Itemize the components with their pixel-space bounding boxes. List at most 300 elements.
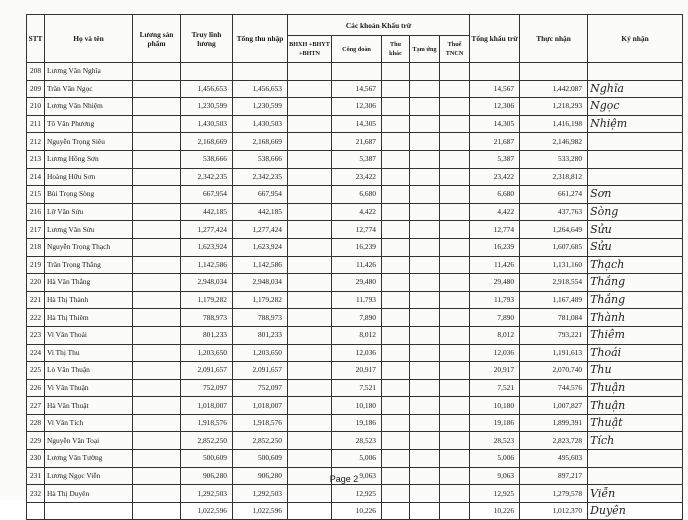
cell-thu-khac <box>382 203 410 221</box>
cell-bhxh <box>288 186 332 204</box>
cell-cong-doan: 9,063 <box>332 467 382 485</box>
cell-bhxh <box>288 414 332 432</box>
cell-thuc-nhan: 1,442,087 <box>520 80 588 98</box>
cell-truy-linh-luong: 1,918,576 <box>181 414 233 432</box>
cell-stt: 209 <box>27 80 45 98</box>
cell-thu-khac <box>382 256 410 274</box>
cell-ky-nhan <box>588 133 683 151</box>
cell-cong-doan: 23,422 <box>332 168 382 186</box>
cell-luong-san-pham <box>133 450 181 468</box>
cell-ky-nhan: Thiêm <box>588 326 683 344</box>
cell-truy-linh-luong: 1,022,596 <box>181 502 233 520</box>
cell-luong-san-pham <box>133 221 181 239</box>
cell-thuc-nhan: 2,823,728 <box>520 432 588 450</box>
cell-tong-khau-tru: 11,426 <box>470 256 520 274</box>
cell-thuc-nhan: 793,221 <box>520 326 588 344</box>
cell-thu-khac <box>382 150 410 168</box>
cell-thu-khac <box>382 80 410 98</box>
cell-ky-nhan <box>588 168 683 186</box>
cell-truy-linh-luong: 1,623,924 <box>181 238 233 256</box>
cell-ky-nhan <box>588 63 683 81</box>
cell-truy-linh-luong: 906,280 <box>181 467 233 485</box>
table-row <box>27 397 683 415</box>
cell-thue-tncn <box>440 450 470 468</box>
payroll-table <box>26 14 683 520</box>
cell-stt: 218 <box>27 238 45 256</box>
cell-name: Hoàng Hữu Sơn <box>45 168 133 186</box>
cell-stt: 224 <box>27 344 45 362</box>
cell-thue-tncn <box>440 203 470 221</box>
cell-luong-san-pham <box>133 502 181 520</box>
cell-bhxh <box>288 362 332 380</box>
cell-tong-thu-nhap: 1,623,924 <box>233 238 288 256</box>
cell-luong-san-pham <box>133 414 181 432</box>
cell-bhxh <box>288 291 332 309</box>
cell-tong-khau-tru: 21,687 <box>470 133 520 151</box>
cell-bhxh <box>288 238 332 256</box>
cell-truy-linh-luong: 538,666 <box>181 150 233 168</box>
table-row <box>27 274 683 292</box>
cell-tam-ung <box>410 80 440 98</box>
cell-thue-tncn <box>440 98 470 116</box>
cell-tong-thu-nhap: 1,918,576 <box>233 414 288 432</box>
cell-cong-doan: 14,305 <box>332 115 382 133</box>
table-row <box>27 203 683 221</box>
header-cong-doan: Công đoàn <box>332 36 382 63</box>
cell-thuc-nhan: 1,264,649 <box>520 221 588 239</box>
cell-tong-thu-nhap: 788,973 <box>233 309 288 327</box>
cell-name: Lương Ngọc Viễn <box>45 467 133 485</box>
cell-cong-doan <box>332 63 382 81</box>
cell-tam-ung <box>410 203 440 221</box>
cell-truy-linh-luong: 1,018,007 <box>181 397 233 415</box>
cell-thuc-nhan: 2,146,982 <box>520 133 588 151</box>
cell-name: Nguyễn Văn Toại <box>45 432 133 450</box>
cell-bhxh <box>288 502 332 520</box>
cell-thuc-nhan: 1,218,293 <box>520 98 588 116</box>
cell-thuc-nhan: 533,280 <box>520 150 588 168</box>
table-row <box>27 168 683 186</box>
cell-tong-khau-tru <box>470 63 520 81</box>
table-row <box>27 133 683 151</box>
cell-cong-doan: 11,426 <box>332 256 382 274</box>
cell-thue-tncn <box>440 291 470 309</box>
cell-tam-ung <box>410 414 440 432</box>
cell-ky-nhan: Nghĩa <box>588 80 683 98</box>
cell-ky-nhan: Thạch <box>588 256 683 274</box>
cell-thuc-nhan: 1,607,685 <box>520 238 588 256</box>
cell-bhxh <box>288 80 332 98</box>
cell-thue-tncn <box>440 186 470 204</box>
table-row <box>27 238 683 256</box>
cell-stt: 210 <box>27 98 45 116</box>
cell-tong-khau-tru: 14,567 <box>470 80 520 98</box>
cell-bhxh <box>288 450 332 468</box>
cell-cong-doan: 19,186 <box>332 414 382 432</box>
table-row <box>27 63 683 81</box>
cell-ky-nhan: Sơn <box>588 186 683 204</box>
table-row <box>27 186 683 204</box>
cell-cong-doan: 12,306 <box>332 98 382 116</box>
cell-ky-nhan: Nhiệm <box>588 115 683 133</box>
cell-thuc-nhan: 1,012,370 <box>520 502 588 520</box>
cell-thue-tncn <box>440 344 470 362</box>
cell-name: Bùi Trọng Sòng <box>45 186 133 204</box>
cell-thu-khac <box>382 326 410 344</box>
cell-tong-khau-tru: 9,063 <box>470 467 520 485</box>
cell-truy-linh-luong: 1,179,282 <box>181 291 233 309</box>
header-stt: STT <box>27 15 45 63</box>
cell-thu-khac <box>382 397 410 415</box>
cell-bhxh <box>288 274 332 292</box>
cell-stt: 231 <box>27 467 45 485</box>
cell-thu-khac <box>382 450 410 468</box>
cell-thuc-nhan: 495,603 <box>520 450 588 468</box>
cell-tong-khau-tru: 16,239 <box>470 238 520 256</box>
cell-thu-khac <box>382 221 410 239</box>
table-row <box>27 221 683 239</box>
cell-name: Lương Văn Sửu <box>45 221 133 239</box>
cell-thue-tncn <box>440 502 470 520</box>
cell-tong-khau-tru: 12,774 <box>470 221 520 239</box>
cell-thu-khac <box>382 344 410 362</box>
cell-thue-tncn <box>440 397 470 415</box>
cell-luong-san-pham <box>133 362 181 380</box>
cell-thue-tncn <box>440 309 470 327</box>
cell-tong-thu-nhap: 1,203,650 <box>233 344 288 362</box>
cell-cong-doan: 20,917 <box>332 362 382 380</box>
header-truy-linh-luong: Truy lĩnh lương <box>181 15 233 63</box>
cell-bhxh <box>288 309 332 327</box>
cell-thue-tncn <box>440 150 470 168</box>
cell-tong-khau-tru: 20,917 <box>470 362 520 380</box>
cell-luong-san-pham <box>133 238 181 256</box>
cell-thu-khac <box>382 63 410 81</box>
cell-thuc-nhan: 661,274 <box>520 186 588 204</box>
cell-cong-doan: 12,925 <box>332 485 382 503</box>
cell-stt: 227 <box>27 397 45 415</box>
cell-luong-san-pham <box>133 326 181 344</box>
cell-tong-thu-nhap: 442,185 <box>233 203 288 221</box>
cell-thue-tncn <box>440 221 470 239</box>
cell-tam-ung <box>410 115 440 133</box>
cell-luong-san-pham <box>133 98 181 116</box>
cell-luong-san-pham <box>133 256 181 274</box>
cell-stt: 213 <box>27 150 45 168</box>
cell-thu-khac <box>382 502 410 520</box>
cell-cong-doan: 8,012 <box>332 326 382 344</box>
cell-tong-thu-nhap: 1,456,653 <box>233 80 288 98</box>
cell-luong-san-pham <box>133 203 181 221</box>
cell-bhxh <box>288 379 332 397</box>
cell-name: Hà Văn Thắng <box>45 274 133 292</box>
cell-thue-tncn <box>440 256 470 274</box>
cell-name: Nguyễn Trọng Siêu <box>45 133 133 151</box>
cell-luong-san-pham <box>133 150 181 168</box>
page-number: Page 2 <box>329 474 359 484</box>
cell-ky-nhan <box>588 150 683 168</box>
cell-thuc-nhan: 781,084 <box>520 309 588 327</box>
cell-tam-ung <box>410 256 440 274</box>
cell-tong-thu-nhap: 2,168,669 <box>233 133 288 151</box>
cell-cong-doan: 5,006 <box>332 450 382 468</box>
cell-stt: 230 <box>27 450 45 468</box>
cell-stt <box>27 502 45 520</box>
cell-truy-linh-luong: 801,233 <box>181 326 233 344</box>
cell-ky-nhan: Thuật <box>588 414 683 432</box>
cell-tam-ung <box>410 379 440 397</box>
cell-thu-khac <box>382 291 410 309</box>
cell-stt: 220 <box>27 274 45 292</box>
header-luong-san-pham: Lương sản phẩm <box>133 15 181 63</box>
cell-name: Lương Hồng Sơn <box>45 150 133 168</box>
table-row <box>27 379 683 397</box>
cell-truy-linh-luong: 1,292,503 <box>181 485 233 503</box>
cell-ky-nhan: Sòng <box>588 203 683 221</box>
cell-tong-thu-nhap: 500,609 <box>233 450 288 468</box>
cell-thu-khac <box>382 168 410 186</box>
cell-bhxh <box>288 397 332 415</box>
cell-thuc-nhan: 1,167,489 <box>520 291 588 309</box>
cell-tam-ung <box>410 168 440 186</box>
cell-tam-ung <box>410 63 440 81</box>
cell-tong-thu-nhap: 2,091,657 <box>233 362 288 380</box>
cell-tong-khau-tru: 23,422 <box>470 168 520 186</box>
cell-tam-ung <box>410 133 440 151</box>
cell-tong-khau-tru: 6,680 <box>470 186 520 204</box>
cell-cong-doan: 14,567 <box>332 80 382 98</box>
cell-tong-thu-nhap: 752,097 <box>233 379 288 397</box>
cell-tam-ung <box>410 450 440 468</box>
cell-tam-ung <box>410 326 440 344</box>
cell-tong-khau-tru: 29,480 <box>470 274 520 292</box>
cell-tam-ung <box>410 309 440 327</box>
cell-luong-san-pham <box>133 397 181 415</box>
cell-ky-nhan: Thoái <box>588 344 683 362</box>
cell-thue-tncn <box>440 379 470 397</box>
cell-tam-ung <box>410 397 440 415</box>
cell-luong-san-pham <box>133 80 181 98</box>
cell-bhxh <box>288 256 332 274</box>
table-row <box>27 80 683 98</box>
cell-thue-tncn <box>440 133 470 151</box>
cell-thuc-nhan: 1,131,160 <box>520 256 588 274</box>
cell-thuc-nhan: 744,576 <box>520 379 588 397</box>
cell-name: Hà Thị Duyên <box>45 485 133 503</box>
cell-thue-tncn <box>440 238 470 256</box>
cell-bhxh <box>288 432 332 450</box>
cell-truy-linh-luong: 667,954 <box>181 186 233 204</box>
table-row <box>27 115 683 133</box>
cell-thue-tncn <box>440 63 470 81</box>
table-row <box>27 450 683 468</box>
cell-name: Lương Văn Nhiệm <box>45 98 133 116</box>
cell-name: Tô Văn Phương <box>45 115 133 133</box>
cell-bhxh <box>288 98 332 116</box>
cell-tam-ung <box>410 221 440 239</box>
cell-tong-thu-nhap: 1,277,424 <box>233 221 288 239</box>
cell-tong-khau-tru: 10,226 <box>470 502 520 520</box>
cell-cong-doan: 16,239 <box>332 238 382 256</box>
cell-bhxh <box>288 326 332 344</box>
cell-thuc-nhan: 2,070,740 <box>520 362 588 380</box>
cell-truy-linh-luong: 1,430,503 <box>181 115 233 133</box>
table-row <box>27 432 683 450</box>
cell-ky-nhan: Thu <box>588 362 683 380</box>
cell-thu-khac <box>382 133 410 151</box>
header-bhxh: BHXH +BHYT +BHTN <box>288 36 332 63</box>
cell-truy-linh-luong: 752,097 <box>181 379 233 397</box>
cell-cong-doan: 12,774 <box>332 221 382 239</box>
cell-tong-thu-nhap: 1,142,586 <box>233 256 288 274</box>
table-body <box>27 63 683 520</box>
cell-thue-tncn <box>440 362 470 380</box>
cell-tong-khau-tru: 28,523 <box>470 432 520 450</box>
cell-tong-khau-tru: 11,793 <box>470 291 520 309</box>
header-thuc-nhan: Thực nhận <box>520 15 588 63</box>
cell-truy-linh-luong: 1,203,650 <box>181 344 233 362</box>
cell-cong-doan: 11,793 <box>332 291 382 309</box>
header-name: Họ và tên <box>45 15 133 63</box>
table-row <box>27 291 683 309</box>
table-header <box>27 15 683 63</box>
cell-tong-thu-nhap: 2,948,034 <box>233 274 288 292</box>
cell-thuc-nhan: 1,007,827 <box>520 397 588 415</box>
cell-name: Vi Văn Thuận <box>45 379 133 397</box>
cell-ky-nhan: Thuận <box>588 379 683 397</box>
cell-thue-tncn <box>440 80 470 98</box>
cell-bhxh <box>288 221 332 239</box>
cell-thu-khac <box>382 274 410 292</box>
cell-luong-san-pham <box>133 168 181 186</box>
cell-thuc-nhan: 1,899,391 <box>520 414 588 432</box>
cell-thuc-nhan: 437,763 <box>520 203 588 221</box>
cell-cong-doan: 29,480 <box>332 274 382 292</box>
header-tam-ung: Tạm ứng <box>410 36 440 63</box>
table-row <box>27 326 683 344</box>
cell-luong-san-pham <box>133 133 181 151</box>
cell-tong-khau-tru: 14,305 <box>470 115 520 133</box>
cell-name: Hà Văn Thuật <box>45 397 133 415</box>
cell-truy-linh-luong: 2,342,235 <box>181 168 233 186</box>
cell-name: Hà Thị Thành <box>45 291 133 309</box>
cell-stt: 226 <box>27 379 45 397</box>
cell-ky-nhan: Sửu <box>588 238 683 256</box>
cell-stt: 208 <box>27 63 45 81</box>
cell-bhxh <box>288 344 332 362</box>
cell-bhxh <box>288 63 332 81</box>
cell-name: Lương Văn Tường <box>45 450 133 468</box>
cell-luong-san-pham <box>133 115 181 133</box>
cell-name: Hà Thị Thiêm <box>45 309 133 327</box>
cell-truy-linh-luong: 1,456,653 <box>181 80 233 98</box>
cell-name: Nguyễn Trọng Thạch <box>45 238 133 256</box>
cell-thue-tncn <box>440 115 470 133</box>
cell-stt: 215 <box>27 186 45 204</box>
cell-thuc-nhan: 1,416,198 <box>520 115 588 133</box>
cell-name: Trần Trọng Thắng <box>45 256 133 274</box>
cell-thuc-nhan: 897,217 <box>520 467 588 485</box>
table-row <box>27 98 683 116</box>
cell-tam-ung <box>410 238 440 256</box>
cell-tong-khau-tru: 12,036 <box>470 344 520 362</box>
cell-tong-khau-tru: 7,890 <box>470 309 520 327</box>
cell-luong-san-pham <box>133 309 181 327</box>
cell-thu-khac <box>382 115 410 133</box>
cell-thuc-nhan: 2,918,554 <box>520 274 588 292</box>
cell-cong-doan: 21,687 <box>332 133 382 151</box>
cell-cong-doan: 10,180 <box>332 397 382 415</box>
cell-cong-doan: 7,521 <box>332 379 382 397</box>
cell-ky-nhan: Thuận <box>588 397 683 415</box>
cell-stt: 212 <box>27 133 45 151</box>
cell-tong-thu-nhap <box>233 63 288 81</box>
cell-name: Vi Văn Tích <box>45 414 133 432</box>
cell-thuc-nhan: 2,318,812 <box>520 168 588 186</box>
cell-stt: 211 <box>27 115 45 133</box>
cell-thu-khac <box>382 414 410 432</box>
cell-name: Vi Thị Thu <box>45 344 133 362</box>
table-row <box>27 309 683 327</box>
cell-stt: 232 <box>27 485 45 503</box>
cell-stt: 228 <box>27 414 45 432</box>
cell-tam-ung <box>410 274 440 292</box>
header-thu-khac: Thu khác <box>382 36 410 63</box>
cell-truy-linh-luong: 442,185 <box>181 203 233 221</box>
cell-tong-khau-tru: 12,306 <box>470 98 520 116</box>
cell-name: Lữ Văn Sửu <box>45 203 133 221</box>
cell-luong-san-pham <box>133 291 181 309</box>
cell-stt: 221 <box>27 291 45 309</box>
table-row <box>27 502 683 520</box>
table-row <box>27 414 683 432</box>
cell-thu-khac <box>382 98 410 116</box>
cell-tong-khau-tru: 19,186 <box>470 414 520 432</box>
cell-name: Lò Văn Thuận <box>45 362 133 380</box>
cell-truy-linh-luong <box>181 63 233 81</box>
cell-luong-san-pham <box>133 63 181 81</box>
cell-cong-doan: 5,387 <box>332 150 382 168</box>
cell-tam-ung <box>410 432 440 450</box>
cell-tong-khau-tru: 8,012 <box>470 326 520 344</box>
cell-thu-khac <box>382 432 410 450</box>
cell-tam-ung <box>410 291 440 309</box>
cell-name: Trần Văn Ngọc <box>45 80 133 98</box>
header-tong-thu-nhap: Tổng thu nhập <box>233 15 288 63</box>
cell-tong-thu-nhap: 906,280 <box>233 467 288 485</box>
cell-thu-khac <box>382 379 410 397</box>
cell-bhxh <box>288 133 332 151</box>
cell-tong-thu-nhap: 2,342,235 <box>233 168 288 186</box>
cell-stt: 223 <box>27 326 45 344</box>
cell-thu-khac <box>382 238 410 256</box>
cell-ky-nhan: Viễn <box>588 485 683 503</box>
cell-stt: 229 <box>27 432 45 450</box>
cell-truy-linh-luong: 2,852,250 <box>181 432 233 450</box>
cell-tam-ung <box>410 502 440 520</box>
cell-bhxh <box>288 168 332 186</box>
table-row <box>27 256 683 274</box>
cell-thu-khac <box>382 309 410 327</box>
cell-truy-linh-luong: 1,230,599 <box>181 98 233 116</box>
cell-tong-thu-nhap: 2,852,250 <box>233 432 288 450</box>
cell-truy-linh-luong: 2,948,034 <box>181 274 233 292</box>
cell-thu-khac <box>382 186 410 204</box>
cell-bhxh <box>288 150 332 168</box>
cell-thuc-nhan: 1,191,613 <box>520 344 588 362</box>
cell-tong-thu-nhap: 1,430,503 <box>233 115 288 133</box>
cell-stt: 222 <box>27 309 45 327</box>
